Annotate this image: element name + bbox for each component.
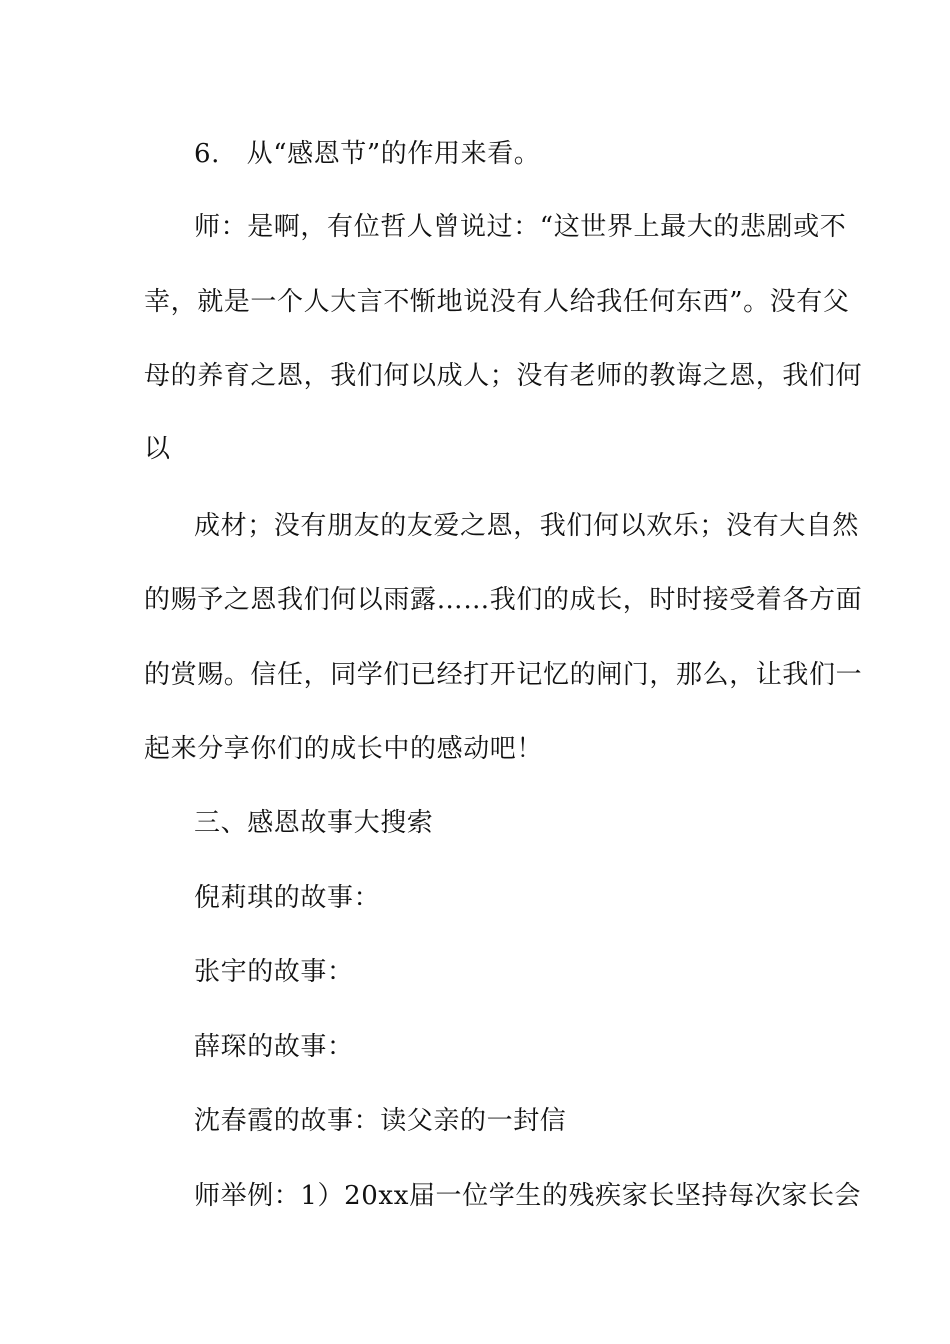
story-item-3: 薛琛的故事： [194,1032,354,1062]
paragraph-line-7: 的赐予之恩我们何以雨露……我们的成长，时时接受着各方面 [144,585,863,615]
paragraph-line-1: 6. 从“感恩节”的作用来看。 [194,139,541,169]
paragraph-line-8: 的赏赐。信任，同学们已经打开记忆的闸门，那么，让我们一 [144,660,863,690]
paragraph-line-9: 起来分享你们的成长中的感动吧！ [144,734,544,764]
story-item-4: 沈春霞的故事：读父亲的一封信 [194,1106,567,1136]
paragraph-line-2: 师：是啊，有位哲人曾说过：“这世界上最大的悲剧或不 [194,212,847,242]
section-heading: 三、感恩故事大搜索 [194,808,434,838]
story-item-2: 张宇的故事： [194,957,354,987]
paragraph-line-3: 幸，就是一个人大言不惭地说没有人给我任何东西”。没有父 [144,287,850,317]
paragraph-line-6: 成材；没有朋友的友爱之恩，我们何以欢乐；没有大自然 [194,511,860,541]
story-item-1: 倪莉琪的故事： [194,883,381,913]
paragraph-line-4: 母的养育之恩，我们何以成人；没有老师的教诲之恩，我们何 [144,361,863,391]
paragraph-line-5: 以 [144,434,171,464]
paragraph-line-15: 师举例：1）20xx届一位学生的残疾家长坚持每次家长会 [194,1181,862,1211]
